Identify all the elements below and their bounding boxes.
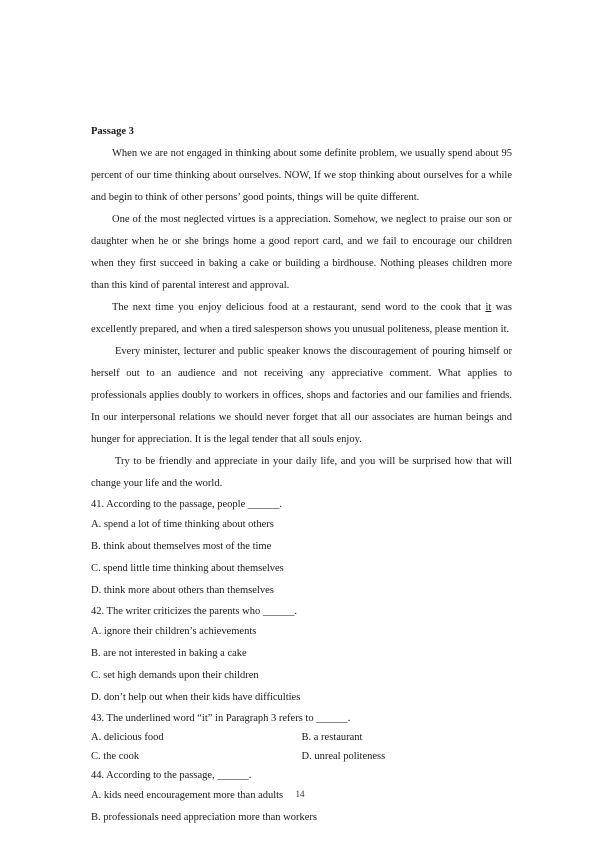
paragraph-1: When we are not engaged in thinking about some definite problem, we usually spend about 95 percent of our time thinking about ourselves. NOW, If we stop thinking about ourselves for a while and begin to think of other persons’ good points, things will be quite different.	[91, 148, 512, 203]
option-b: B. professionals need appreciation more than workers	[91, 812, 317, 823]
paragraph-4: Every minister, lecturer and public speaker knows the discouragement of pouring himself or herself out to an audience and not receiving any appreciative comment. What applies to professionals applies doubly to workers in offices, shops and factories and our families and friends. In our interpersonal relations we should never forget that all our associates are human beings and hunger for appreciation. It is the legal tender that all souls enjoy.	[91, 346, 512, 445]
option-b: B. a restaurant	[301, 732, 363, 743]
question-stem: 42. The writer criticizes the parents who ______.	[91, 606, 297, 617]
paragraph-3: The next time you enjoy delicious food at a restaurant, send word to the cook that it was excellently prepared, and when a tired salesperson shows you unusual politeness, please mention it.	[91, 302, 512, 335]
question-stem: 41. According to the passage, people ______.	[91, 499, 282, 510]
paragraph-5: Try to be friendly and appreciate in your daily life, and you will be surprised how that will change your life and the world.	[91, 456, 512, 489]
option-d: D. unreal politeness	[301, 751, 386, 762]
option-a: A. spend a lot of time thinking about others	[91, 519, 274, 530]
option-d: D. don’t help out when their kids have difficulties	[91, 692, 301, 703]
option-a: A. kids need encouragement more than adults	[91, 790, 284, 801]
option-b: B. think about themselves most of the time	[91, 541, 272, 552]
option-c: C. the cook	[91, 751, 140, 762]
question-42	[91, 602, 512, 709]
option-b: B. are not interested in baking a cake	[91, 648, 247, 659]
question-stem: 43. The underlined word “it” in Paragraph 3 refers to ______.	[91, 713, 351, 724]
question-43	[91, 709, 512, 766]
question-stem: 44. According to the passage, ______.	[91, 770, 252, 781]
question-41	[91, 495, 512, 602]
paragraph-2: One of the most neglected virtues is a appreciation. Somehow, we neglect to praise our son or daughter when he or she brings home a good report card, and we fail to encourage our children when they first succeed in baking a cake or building a birdhouse. Nothing pleases children more than this kind of parental interest and approval.	[91, 214, 512, 291]
underlined-word: it	[485, 302, 492, 313]
option-a: A. ignore their children’s achievements	[91, 626, 257, 637]
option-d: D. think more about others than themselves	[91, 585, 274, 596]
document-page	[91, 121, 512, 829]
option-c: C. spend little time thinking about themselves	[91, 563, 284, 574]
option-c: C. set high demands upon their children	[91, 670, 259, 681]
passage-title: Passage 3	[91, 126, 134, 137]
page-number: 14	[295, 789, 305, 799]
option-a: A. delicious food	[91, 732, 164, 743]
